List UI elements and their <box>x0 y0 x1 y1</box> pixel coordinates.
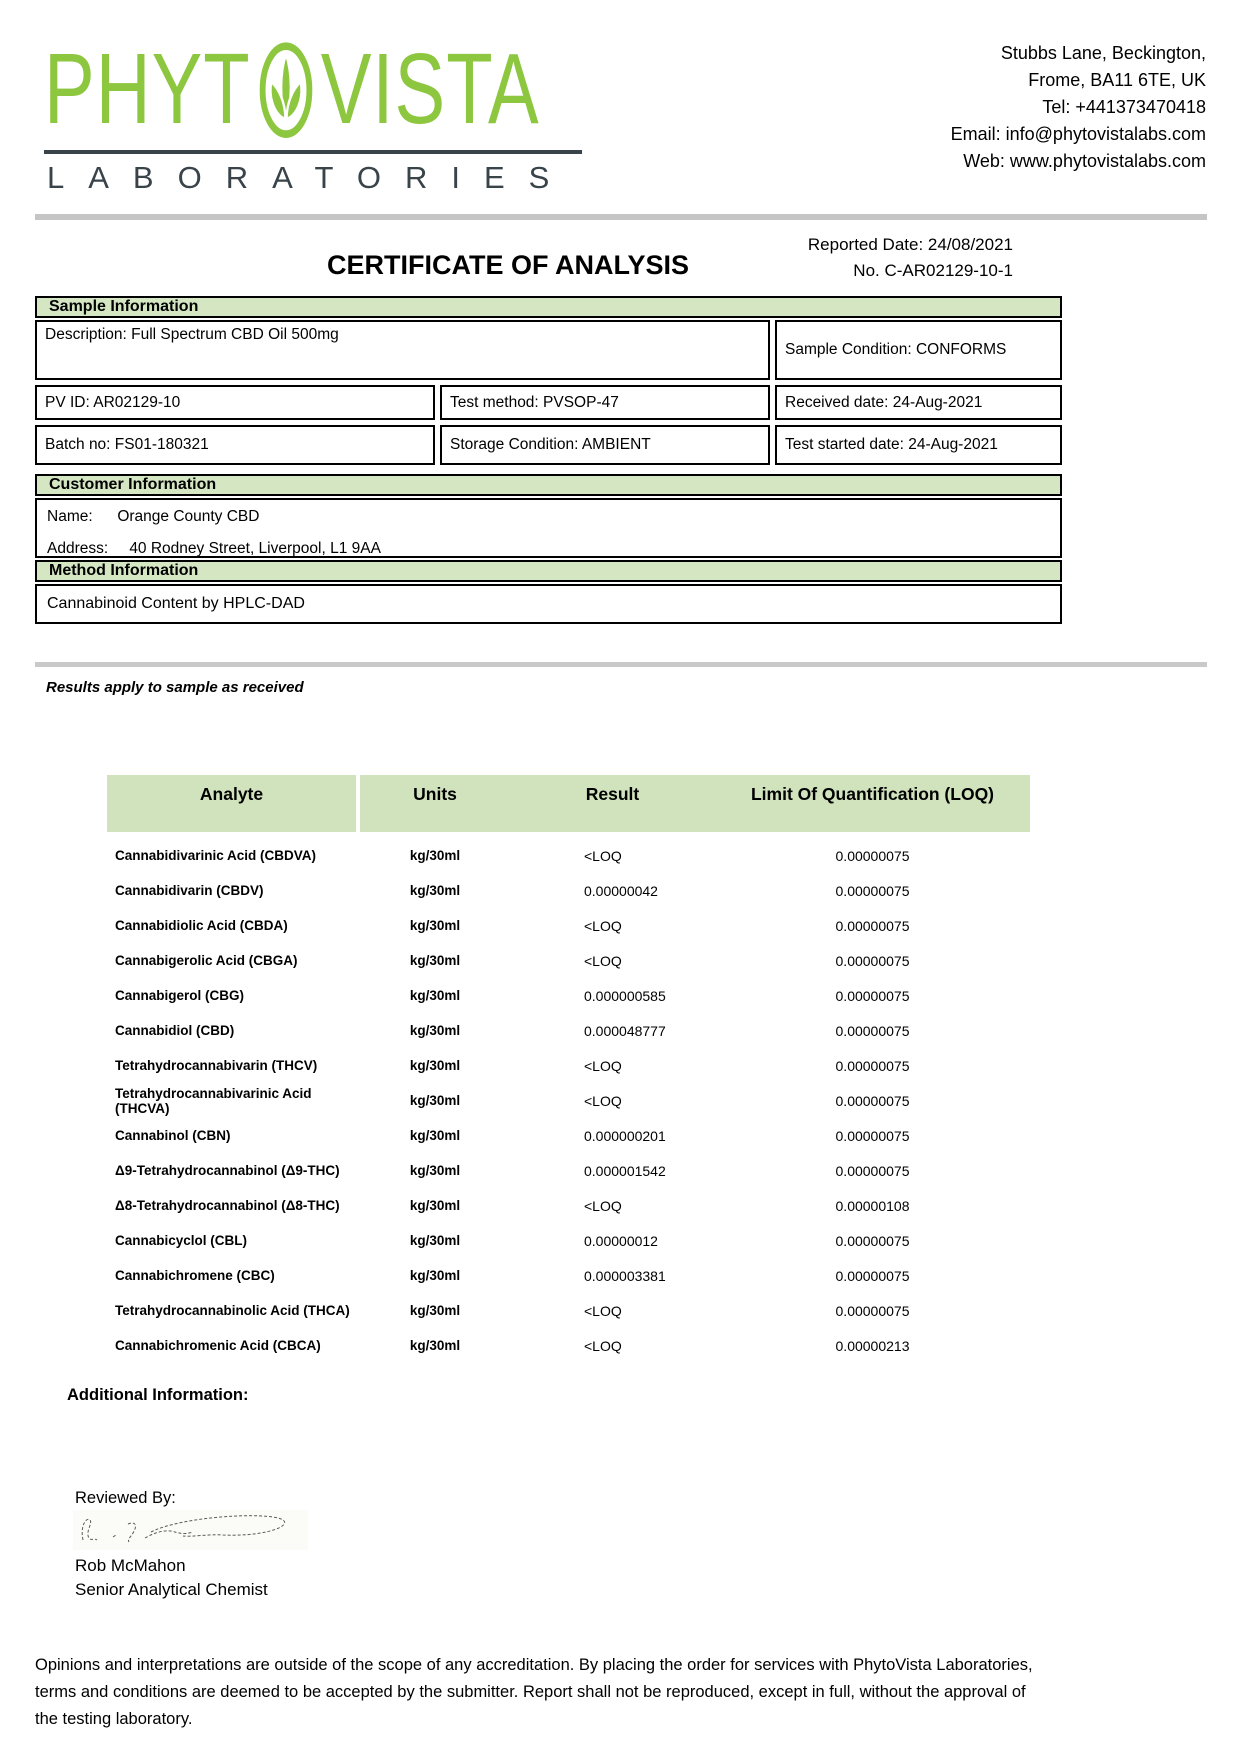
test-started-cell: Test started date: 24-Aug-2021 <box>775 425 1062 465</box>
units-cell: kg/30ml <box>409 918 461 933</box>
customer-name-label: Name: <box>47 508 93 525</box>
table-row <box>107 1153 1030 1188</box>
table-row <box>107 1258 1030 1293</box>
units-cell: kg/30ml <box>409 883 461 898</box>
result-cell: <LOQ <box>584 1302 622 1319</box>
units-cell: kg/30ml <box>409 988 461 1003</box>
result-cell: 0.000048777 <box>584 1022 666 1039</box>
contact-web: Web: www.phytovistalabs.com <box>963 151 1206 171</box>
report-number: No. C-AR02129-10-1 <box>853 261 1013 280</box>
customer-name-line <box>47 508 1052 526</box>
loq-cell: 0.00000075 <box>835 1232 910 1249</box>
analyte-cell: Cannabidivarin (CBDV) <box>115 883 264 898</box>
table-row <box>107 908 1030 943</box>
additional-information-label: Additional Information: <box>67 1386 249 1404</box>
test-method-cell: Test method: PVSOP-47 <box>440 385 770 420</box>
signature-scrawl-icon <box>73 1510 308 1550</box>
disclaimer <box>35 1652 1215 1733</box>
table-row <box>107 838 1030 873</box>
loq-cell: 0.00000075 <box>835 847 910 864</box>
info-sections <box>35 296 1062 624</box>
results-rows <box>107 838 1030 1363</box>
units-cell: kg/30ml <box>409 1303 461 1318</box>
contact-email: Email: info@phytovistalabs.com <box>950 124 1206 144</box>
result-cell: <LOQ <box>584 1057 622 1074</box>
disclaimer-line-3: the testing laboratory. <box>35 1710 193 1728</box>
logo-subtitle: LABORATORIES <box>47 160 574 195</box>
units-cell: kg/30ml <box>409 1023 461 1038</box>
units-cell: kg/30ml <box>409 1093 461 1108</box>
result-cell: <LOQ <box>584 1337 622 1354</box>
table-row <box>107 1048 1030 1083</box>
result-cell: <LOQ <box>584 1092 622 1109</box>
units-cell: kg/30ml <box>409 1268 461 1283</box>
analyte-cell: Cannabigerolic Acid (CBGA) <box>115 953 298 968</box>
result-cell: <LOQ <box>584 952 622 969</box>
result-cell: 0.00000042 <box>584 882 658 899</box>
reviewed-by-label: Reviewed By: <box>75 1489 176 1507</box>
units-cell: kg/30ml <box>409 848 461 863</box>
contact-address-line2: Frome, BA11 6TE, UK <box>1028 70 1206 90</box>
table-row <box>107 943 1030 978</box>
loq-cell: 0.00000075 <box>835 1162 910 1179</box>
loq-cell: 0.00000075 <box>835 1092 910 1109</box>
customer-details-cell <box>35 498 1062 558</box>
leaf-icon <box>255 40 317 140</box>
reported-date: Reported Date: 24/08/2021 <box>807 235 1013 254</box>
header-result: Result <box>585 784 640 804</box>
result-cell: 0.00000012 <box>584 1232 658 1249</box>
units-cell: kg/30ml <box>409 953 461 968</box>
loq-cell: 0.00000075 <box>835 1267 910 1284</box>
result-cell: <LOQ <box>584 1197 622 1214</box>
contact-phone: Tel: +441373470418 <box>1042 97 1206 117</box>
table-row <box>107 873 1030 908</box>
analyte-cell: Tetrahydrocannabivarin (THCV) <box>115 1058 318 1073</box>
method-information-heading: Method Information <box>35 560 1062 582</box>
table-row <box>107 978 1030 1013</box>
table-row <box>107 1223 1030 1258</box>
customer-address-label: Address: <box>47 540 109 557</box>
units-cell: kg/30ml <box>409 1058 461 1073</box>
results-note: Results apply to sample as received <box>46 679 304 696</box>
table-row <box>107 1118 1030 1153</box>
disclaimer-line-2: terms and conditions are deemed to be accepted by the submitter. Report shall not be reproduced, except in full, without the approval of <box>35 1683 1026 1701</box>
analyte-cell: Cannabicyclol (CBL) <box>115 1233 248 1248</box>
analyte-cell: Δ8-Tetrahydrocannabinol (Δ8-THC) <box>115 1198 340 1213</box>
loq-cell: 0.00000075 <box>835 987 910 1004</box>
analyte-cell: Cannabinol (CBN) <box>115 1128 231 1143</box>
analyte-cell: Cannabigerol (CBG) <box>115 988 245 1003</box>
loq-cell: 0.00000075 <box>835 952 910 969</box>
loq-cell: 0.00000213 <box>835 1337 910 1354</box>
logo-wordmark <box>44 33 540 146</box>
results-table-header <box>107 775 1030 832</box>
loq-cell: 0.00000075 <box>835 1127 910 1144</box>
lab-contact-block <box>951 40 1206 175</box>
page-title: CERTIFICATE OF ANALYSIS <box>326 250 690 280</box>
sample-information-heading: Sample Information <box>35 296 1062 318</box>
table-row <box>107 1083 1030 1118</box>
batch-no-cell: Batch no: FS01-180321 <box>35 425 435 465</box>
sample-row-ids <box>35 385 1062 420</box>
result-cell: 0.000003381 <box>584 1267 666 1284</box>
units-cell: kg/30ml <box>409 1198 461 1213</box>
header-analyte: Analyte <box>107 775 360 832</box>
analyte-cell: Cannabidivarinic Acid (CBDVA) <box>115 848 317 863</box>
company-logo <box>44 33 540 146</box>
received-date-cell: Received date: 24-Aug-2021 <box>775 385 1062 420</box>
analyte-cell: Cannabichromenic Acid (CBCA) <box>115 1338 321 1353</box>
method-cell: Cannabinoid Content by HPLC-DAD <box>35 584 1062 624</box>
units-cell: kg/30ml <box>409 1233 461 1248</box>
storage-condition-cell: Storage Condition: AMBIENT <box>440 425 770 465</box>
reviewer-name: Rob McMahon <box>75 1556 186 1575</box>
results-table <box>107 775 1030 1363</box>
signature-image <box>73 1510 308 1550</box>
loq-cell: 0.00000108 <box>835 1197 910 1214</box>
logo-text-right: VISTA <box>320 33 540 146</box>
units-cell: kg/30ml <box>409 1338 461 1353</box>
sample-row-batch <box>35 425 1062 465</box>
disclaimer-line-1: Opinions and interpretations are outside of the scope of any accreditation. By placing the order for services with PhytoVista Laboratories, <box>35 1656 1033 1674</box>
analyte-cell: Tetrahydrocannabinolic Acid (THCA) <box>115 1303 350 1318</box>
units-cell: kg/30ml <box>409 1163 461 1178</box>
customer-information-heading: Customer Information <box>35 474 1062 496</box>
sample-row-description <box>35 320 1062 380</box>
analyte-cell: Tetrahydrocannabivarinic Acid (THCVA) <box>115 1085 312 1116</box>
report-meta <box>808 232 1013 284</box>
table-row <box>107 1188 1030 1223</box>
customer-address-value: 40 Rodney Street, Liverpool, L1 9AA <box>129 540 381 557</box>
logo-divider <box>44 150 582 154</box>
analyte-cell: Cannabidiol (CBD) <box>115 1023 235 1038</box>
table-row <box>107 1293 1030 1328</box>
contact-address-line1: Stubbs Lane, Beckington, <box>1000 43 1206 63</box>
units-cell: kg/30ml <box>409 1128 461 1143</box>
loq-cell: 0.00000075 <box>835 917 910 934</box>
loq-cell: 0.00000075 <box>835 1302 910 1319</box>
table-row <box>107 1013 1030 1048</box>
customer-address-line <box>47 540 1052 558</box>
loq-cell: 0.00000075 <box>835 882 910 899</box>
result-cell: <LOQ <box>584 847 622 864</box>
header-units: Units <box>413 784 457 804</box>
loq-cell: 0.00000075 <box>835 1057 910 1074</box>
result-cell: <LOQ <box>584 917 622 934</box>
sample-condition-cell: Sample Condition: CONFORMS <box>775 320 1062 380</box>
analyte-cell: Δ9-Tetrahydrocannabinol (Δ9-THC) <box>115 1163 340 1178</box>
reviewer-title: Senior Analytical Chemist <box>75 1580 268 1599</box>
header-loq: Limit Of Quantification (LOQ) <box>750 784 995 804</box>
header-divider <box>35 214 1207 220</box>
pv-id-cell: PV ID: AR02129-10 <box>35 385 435 420</box>
result-cell: 0.000000585 <box>584 987 666 1004</box>
analyte-cell: Cannabichromene (CBC) <box>115 1268 275 1283</box>
result-cell: 0.000000201 <box>584 1127 666 1144</box>
logo-text-left: PHYT <box>44 33 251 146</box>
result-cell: 0.000001542 <box>584 1162 666 1179</box>
table-row <box>107 1328 1030 1363</box>
loq-cell: 0.00000075 <box>835 1022 910 1039</box>
section-divider <box>35 662 1207 667</box>
analyte-cell: Cannabidiolic Acid (CBDA) <box>115 918 288 933</box>
description-cell: Description: Full Spectrum CBD Oil 500mg <box>35 320 770 380</box>
customer-name-value: Orange County CBD <box>117 508 260 525</box>
